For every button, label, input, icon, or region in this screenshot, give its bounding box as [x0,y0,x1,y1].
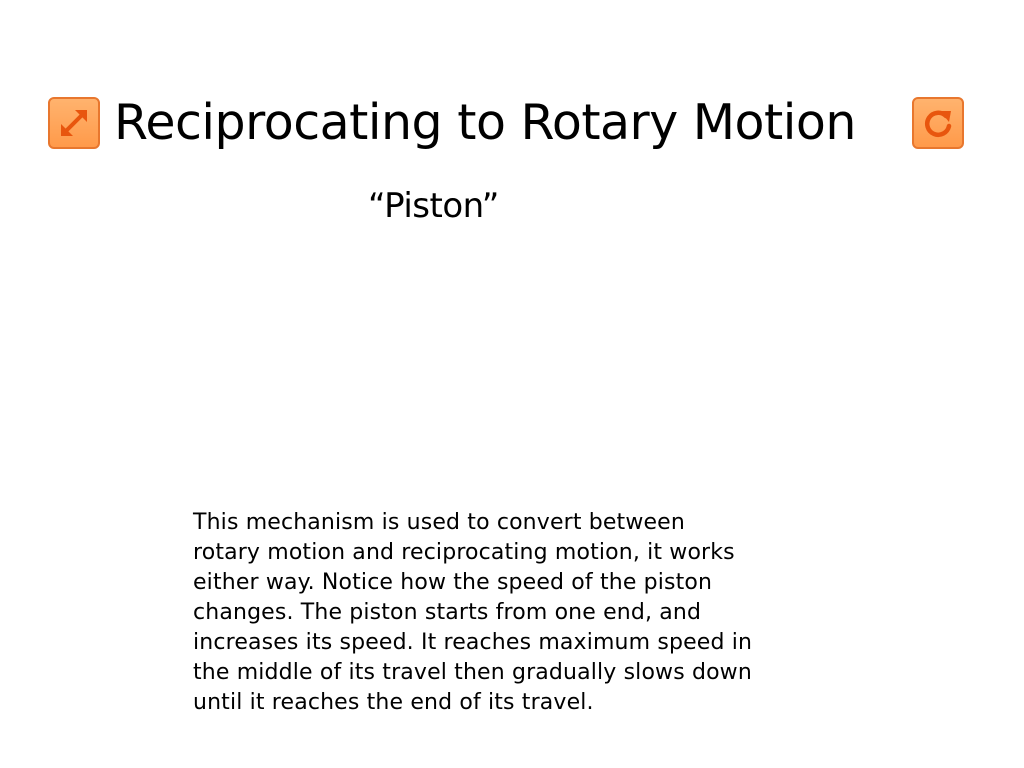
slide-title: Reciprocating to Rotary Motion [114,94,856,151]
body-line: either way. Notice how the speed of the piston [193,570,713,595]
body-line: increases its speed. It reaches maximum speed in [193,630,753,655]
body-line: This mechanism is used to convert between [193,510,685,535]
slide-subtitle: “Piston” [368,186,499,226]
body-line: the middle of its travel then gradually slows down [193,660,752,685]
diagonal-double-arrow-icon[interactable] [48,97,100,149]
clockwise-rotate-icon[interactable] [912,97,964,149]
diagonal-double-arrow-glyph [54,103,94,143]
body-paragraph [193,508,853,718]
clockwise-rotate-glyph [918,103,958,143]
body-line: until it reaches the end of its travel. [193,690,594,715]
body-line: changes. The piston starts from one end, and [193,600,702,625]
body-line: rotary motion and reciprocating motion, it works [193,540,735,565]
